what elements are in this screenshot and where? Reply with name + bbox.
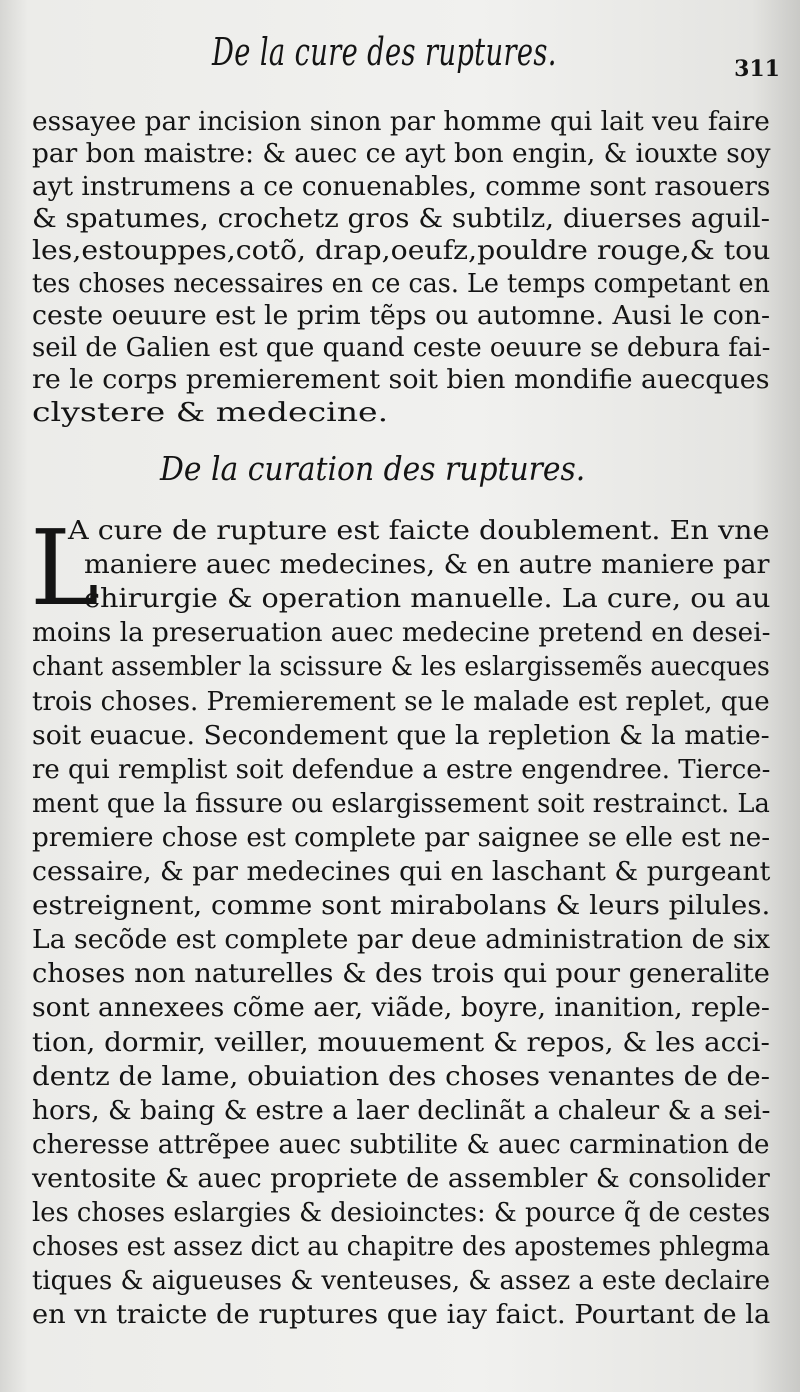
text-line: choses non naturelles & des trois qui pour generalite (32, 958, 770, 990)
text-line: estreignent, comme sont mirabolans & leurs pilules. (32, 890, 771, 922)
text-line: seil de Galien est que quand ceste oeuure se debura fai- (32, 332, 771, 364)
text-line: hors, & baing & estre a laer declinãt a chaleur & a sei- (32, 1094, 771, 1126)
text-line: re le corps premierement soit bien mondifie auecques (32, 364, 770, 396)
drop-cap: L (30, 507, 100, 629)
text-line: clystere & medecine. (32, 396, 389, 428)
text-line: cheresse attrẽpee auec subtilite & auec carmination de (32, 1128, 770, 1160)
text-line: par bon maistre: & auec ce ayt bon engin, & iouxte soy (32, 138, 771, 170)
text-line: les,estouppes,cotõ, drap,oeufz,pouldre rouge,& tou (32, 235, 771, 267)
text-line: maniere auec medecines, & en autre maniere par (84, 549, 770, 581)
text-line: essayee par incision sinon par homme qui lait veu faire (32, 106, 770, 137)
page-header (0, 30, 800, 80)
text-line: cessaire, & par medecines qui en laschant & purgeant (32, 856, 771, 887)
text-line: tiques & aigueuses & venteuses, & assez a este declaire (32, 1265, 771, 1297)
text-line: les choses eslargies & desioinctes: & pource q̃ de cestes (32, 1197, 771, 1228)
text-line: en vn traicte de ruptures que iay faict. Pourtant de la (32, 1299, 771, 1331)
text-line: A cure de rupture est faicte doublement. En vne (68, 515, 770, 546)
text-line: chirurgie & operation manuelle. La cure, ou au (84, 583, 771, 615)
text-line: soit euacue. Secondement que la repletion & la matie- (32, 719, 770, 751)
text-line: sont annexees cõme aer, viãde, boyre, inanition, reple- (32, 992, 770, 1024)
section-2-title: De la curation des ruptures. (160, 449, 586, 488)
text-line: ment que la fissure ou eslargissement soit restrainct. La (32, 787, 770, 819)
text-line: dentz de lame, obuiation des choses venantes de de- (32, 1060, 771, 1092)
text-line: & spatumes, crochetz gros & subtilz, diuerses aguil- (32, 202, 770, 234)
text-line: chant assembler la scissure & les eslargissemẽs auecques (32, 651, 770, 683)
text-line: trois choses. Premierement se le malade est replet, que (32, 685, 770, 717)
page-number: 311 (734, 56, 780, 82)
text-line: ceste oeuure est le prim tẽps ou automne. Ausi le con- (32, 299, 771, 331)
running-head: De la cure des ruptures. (212, 30, 557, 74)
text-line: tion, dormir, veiller, mouuement & repos, & les acci- (32, 1026, 770, 1058)
text-line: ventosite & auec propriete de assembler & consolider (32, 1162, 770, 1194)
text-line: moins la preseruation auec medecine pretend en desei- (32, 617, 771, 649)
text-line: choses est assez dict au chapitre des apostemes phlegma (32, 1231, 771, 1263)
text-line: premiere chose est complete par saignee se elle est ne- (32, 821, 771, 853)
text-line: ayt instrumens a ce conuenables, comme sont rasouers (32, 170, 771, 202)
text-line: tes choses necessaires en ce cas. Le temps competant en (32, 267, 770, 299)
text-line: La secõde est complete par deue administration de six (32, 924, 771, 956)
text-line: re qui remplist soit defendue a estre engendree. Tierce- (32, 753, 771, 785)
